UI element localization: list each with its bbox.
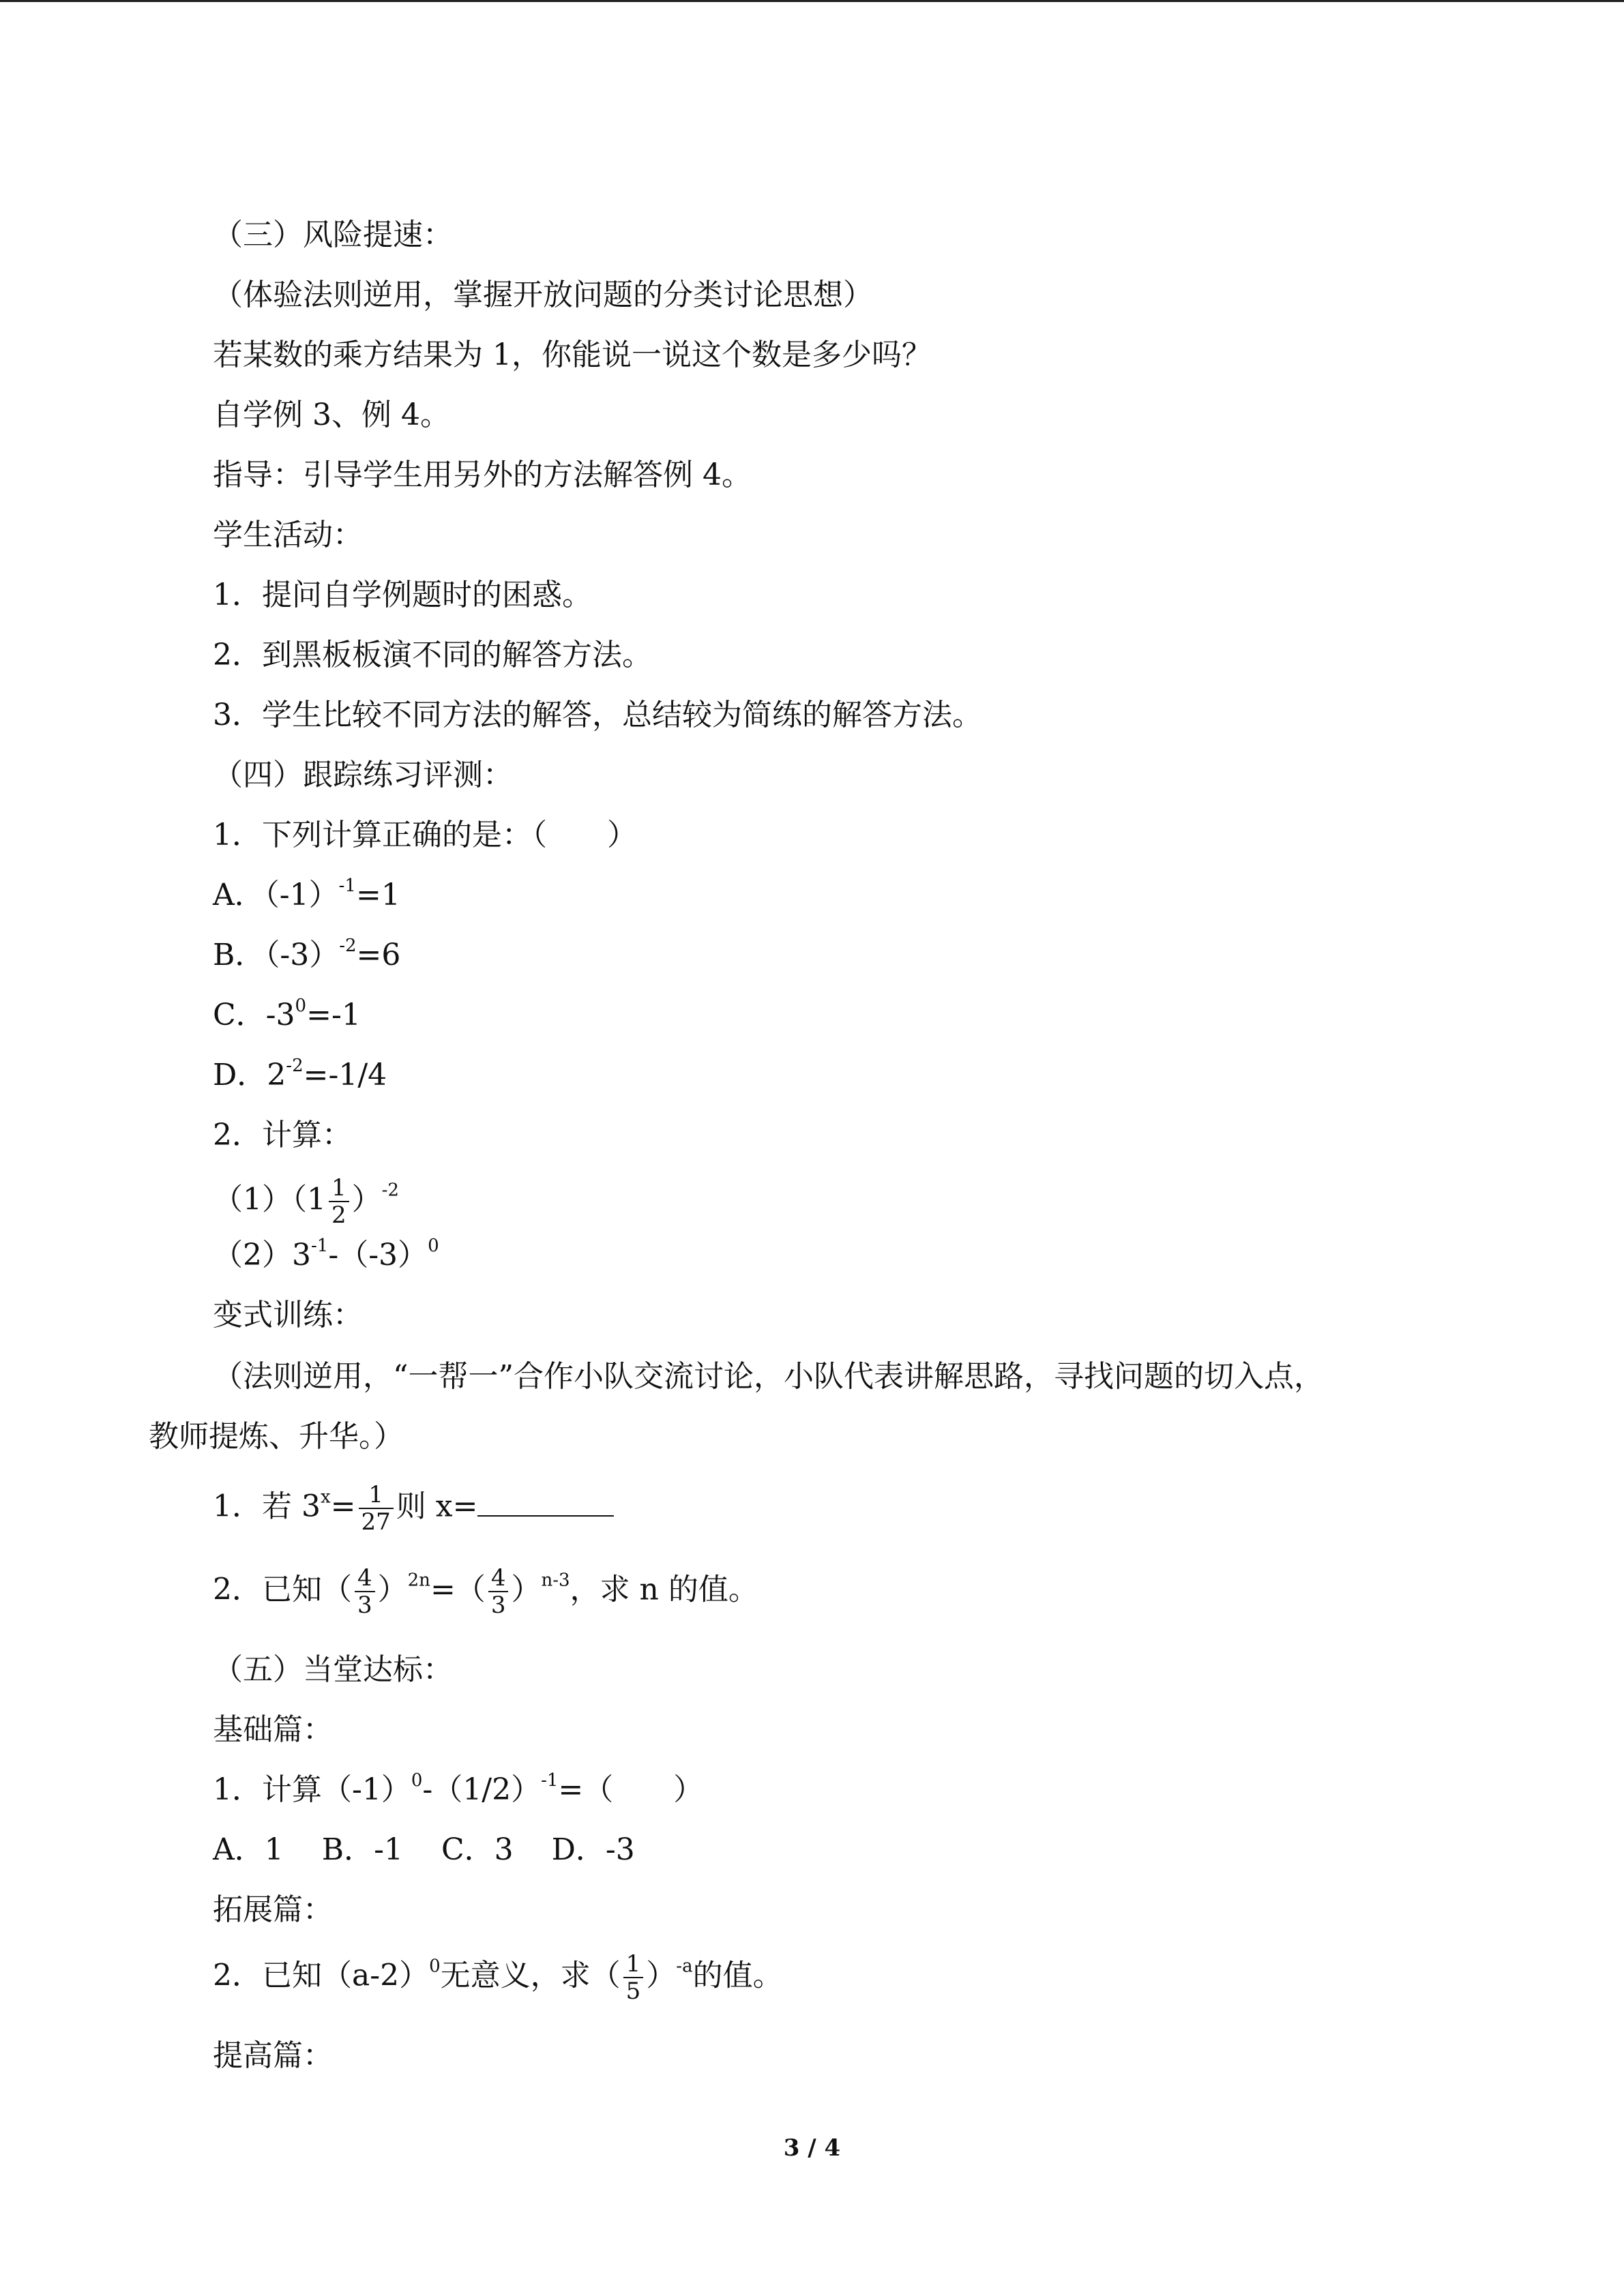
fraction: $\frac{1}{27}$	[359, 1483, 394, 1534]
section-heading-3: （三）风险提速：	[213, 218, 453, 252]
calc-1: （1）（1 $\frac{1}{2}$ ）$^{-2}$	[213, 1174, 399, 1229]
fraction: $\frac{1}{2}$	[329, 1176, 349, 1227]
basic-question: 1．计算$(-1)^0-(1/2)^{-1}=$（ ）	[213, 1770, 704, 1807]
text-line: 学生活动：	[213, 518, 363, 552]
list-item: 3．学生比较不同方法的解答，总结较为简练的解答方法。	[213, 698, 982, 732]
extension-question: 2．已知$(a-2)^0$无意义，求（ $\frac{1}{5}$ ）$^{-a}$的值。	[213, 1950, 783, 2005]
answer-blank	[477, 1488, 614, 1517]
list-item: 1．提问自学例题时的困惑。	[213, 578, 592, 612]
list-item: 2．到黑板板演不同的解答方法。	[213, 638, 652, 672]
text-line: 指导：引导学生用另外的方法解答例 4。	[213, 458, 752, 492]
text-line: 基础篇：	[213, 1712, 333, 1747]
variant-1: 1．若 $3^x=$ $\frac{1}{27}$ 则 x=	[213, 1483, 614, 1534]
fraction: $\frac{4}{3}$	[355, 1566, 375, 1617]
option-a: A．$(-1)^{-1}=1$	[213, 876, 400, 912]
text-line: 变式训练：	[213, 1298, 363, 1332]
option-d: D．$2^{-2}=-1/4$	[213, 1056, 387, 1092]
text-line: 提高篇：	[213, 2038, 333, 2073]
option-b: B．$(-3)^{-2}=6$	[213, 936, 401, 972]
paragraph-line: （法则逆用，“一帮一”合作小队交流讨论，小队代表讲解思路，寻找问题的切入点，	[213, 1359, 1324, 1394]
fraction: $\frac{4}{3}$	[488, 1566, 509, 1617]
text-line: 拓展篇：	[213, 1892, 333, 1927]
text-line: （体验法则逆用，掌握开放问题的分类讨论思想）	[213, 278, 873, 312]
section-heading-4: （四）跟踪练习评测：	[213, 758, 513, 792]
fraction: $\frac{1}{5}$	[623, 1952, 644, 2003]
choices: A．1 B．-1 C．3 D．-3	[213, 1832, 635, 1867]
text-line: 自学例 3、例 4。	[213, 398, 450, 432]
text-line: 若某数的乘方结果为 1，你能说一说这个数是多少吗？	[213, 338, 932, 372]
paragraph-line: 教师提炼、升华。）	[149, 1419, 404, 1454]
calc-2: $(2)3^{-1}-(-3)^0$	[213, 1236, 439, 1272]
question-2: 2．计算：	[213, 1118, 352, 1152]
option-c: C．$-3^0=-1$	[213, 996, 361, 1032]
top-border	[0, 0, 1624, 2]
section-heading-5: （五）当堂达标：	[213, 1652, 453, 1687]
question-1: 1．下列计算正确的是：（ ）	[213, 818, 637, 852]
page-number: 3 / 4	[783, 2134, 841, 2162]
variant-2: 2．已知（ $\frac{4}{3}$ ）$^{2n}$=（ $\frac{4}{3}$ ）$^{n-3}$，求 n 的值。	[213, 1564, 758, 1619]
